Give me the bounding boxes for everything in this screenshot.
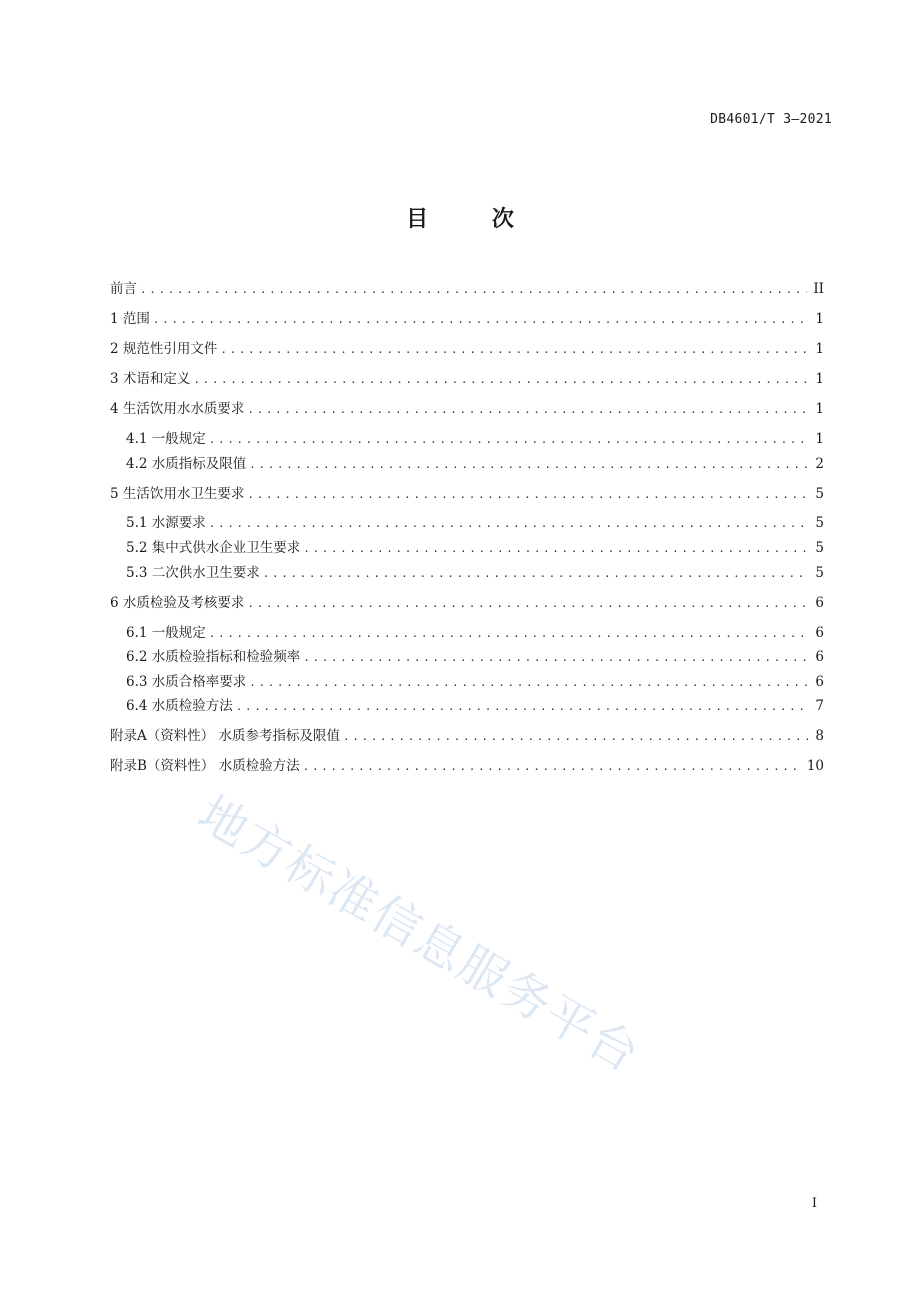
toc-entry-page: 5 bbox=[815, 564, 824, 581]
toc-entry-label: 5.1 水源要求 bbox=[126, 515, 206, 532]
toc-entry[interactable] bbox=[110, 367, 824, 392]
toc-entry[interactable] bbox=[110, 307, 824, 332]
toc-entry-page: 7 bbox=[815, 698, 824, 715]
toc-entry[interactable] bbox=[110, 591, 824, 616]
page-number: I bbox=[811, 1196, 817, 1211]
toc-entry-label: 5 生活饮用水卫生要求 bbox=[110, 485, 245, 502]
toc-entry[interactable] bbox=[110, 337, 824, 362]
toc-entry[interactable] bbox=[110, 621, 824, 646]
toc-entry[interactable] bbox=[110, 511, 824, 536]
toc-dot-leader bbox=[247, 398, 809, 422]
toc-entry-page: 6 bbox=[815, 649, 824, 666]
toc-entry-page: 10 bbox=[806, 758, 824, 775]
toc-dot-leader bbox=[249, 453, 809, 477]
watermark: 地方标准信息服务平台 bbox=[188, 785, 650, 1085]
toc-entry[interactable] bbox=[110, 694, 824, 719]
toc-entry[interactable] bbox=[110, 645, 824, 670]
toc-entry-label: 附录A（资料性） 水质参考指标及限值 bbox=[110, 728, 341, 745]
toc-entry-label: 6.4 水质检验方法 bbox=[126, 698, 233, 715]
toc-dot-leader bbox=[209, 428, 810, 452]
toc-dot-leader bbox=[193, 368, 809, 392]
toc-dot-leader bbox=[236, 695, 810, 719]
toc-entry-page: 5 bbox=[815, 485, 824, 502]
toc-entry-page: 8 bbox=[815, 728, 824, 745]
toc-entry[interactable] bbox=[110, 277, 824, 302]
page-title: 目 次 bbox=[406, 207, 542, 232]
toc-entry-page: 2 bbox=[815, 455, 824, 472]
toc-entry-label: 5.3 二次供水卫生要求 bbox=[126, 564, 260, 581]
toc-entry-label: 6.3 水质合格率要求 bbox=[126, 673, 247, 690]
toc-entry-page: 6 bbox=[815, 624, 824, 641]
toc-entry[interactable] bbox=[110, 536, 824, 561]
toc-entry[interactable] bbox=[110, 482, 824, 507]
toc-entry-page: 6 bbox=[815, 673, 824, 690]
toc-entry-label: 5.2 集中式供水企业卫生要求 bbox=[126, 540, 301, 557]
toc-entry[interactable] bbox=[110, 397, 824, 422]
toc-dot-leader bbox=[220, 338, 809, 362]
toc-entry-page: 5 bbox=[815, 540, 824, 557]
toc-dot-leader bbox=[263, 562, 810, 586]
toc-dot-leader bbox=[209, 622, 810, 646]
toc-dot-leader bbox=[209, 512, 810, 536]
toc-dot-leader bbox=[303, 537, 809, 561]
toc-entry[interactable] bbox=[110, 452, 824, 477]
toc-entry-label: 4.2 水质指标及限值 bbox=[126, 455, 247, 472]
toc-entry-page: 1 bbox=[815, 400, 824, 417]
toc-entry[interactable] bbox=[110, 724, 824, 749]
toc-entry-label: 4.1 一般规定 bbox=[126, 430, 206, 447]
toc-entry[interactable] bbox=[110, 561, 824, 586]
toc-entry-page: 5 bbox=[815, 515, 824, 532]
toc-dot-leader bbox=[303, 755, 801, 779]
toc-entry[interactable] bbox=[110, 670, 824, 695]
toc-dot-leader bbox=[249, 671, 809, 695]
toc-entry-label: 6.1 一般规定 bbox=[126, 624, 206, 641]
toc-entry-label: 4 生活饮用水水质要求 bbox=[110, 400, 245, 417]
toc-entry-label: 前言 bbox=[110, 281, 137, 297]
toc-dot-leader bbox=[247, 483, 809, 507]
toc-entry[interactable] bbox=[110, 427, 824, 452]
toc-entry-label: 3 术语和定义 bbox=[110, 370, 191, 387]
toc-dot-leader bbox=[343, 725, 809, 749]
toc-entry-page: 1 bbox=[815, 340, 824, 357]
toc-entry-page: II bbox=[813, 281, 824, 297]
toc-entry-label: 6.2 水质检验指标和检验频率 bbox=[126, 649, 301, 666]
toc-entry[interactable] bbox=[110, 754, 824, 779]
toc-entry-label: 1 范围 bbox=[110, 310, 150, 327]
toc-entry-page: 1 bbox=[815, 310, 824, 327]
toc-entry-page: 6 bbox=[815, 594, 824, 611]
toc-entry-page: 1 bbox=[815, 370, 824, 387]
toc-entry-label: 2 规范性引用文件 bbox=[110, 340, 218, 357]
toc-entry-page: 1 bbox=[815, 430, 824, 447]
toc-dot-leader bbox=[303, 646, 809, 670]
toc-dot-leader bbox=[140, 278, 807, 302]
toc-entry-label: 附录B（资料性） 水质检验方法 bbox=[110, 758, 300, 775]
document-code: DB4601/T 3—2021 bbox=[710, 112, 832, 127]
toc-dot-leader bbox=[247, 592, 809, 616]
table-of-contents bbox=[110, 277, 824, 779]
toc-entry-label: 6 水质检验及考核要求 bbox=[110, 594, 245, 611]
toc-dot-leader bbox=[153, 308, 810, 332]
